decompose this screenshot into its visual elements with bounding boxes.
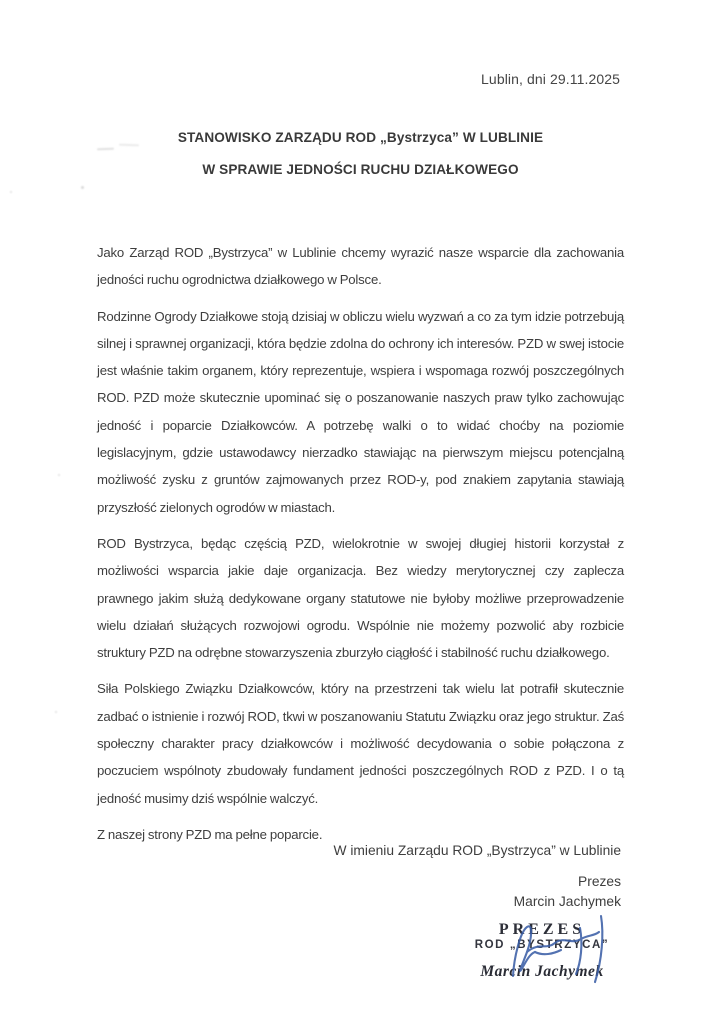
date-line: Lublin, dni 29.11.2025	[481, 71, 620, 87]
closing-block	[333, 843, 621, 912]
paragraph-rod-bystrzyca: ROD Bystrzyca, będąc częścią PZD, wielokrotnie w swojej długiej historii korzystał z możliwości wsparcia jakie daje organizacja. Bez wiedzy merytorycznej czy zaplecza prawnego jakim służą dedykowane organy statutowe nie byłoby możliwe przeprowadzenie wielu działań służących rozwojowi ogrodu. Wspólnie nie możemy pozwolić aby rozbicie struktury PZD na odrębne stowarzyszenia zburzyło ciągłość i stabilność ruchu działkowego.	[97, 535, 624, 661]
closing-on-behalf: W imieniu Zarządu ROD „Bystrzyca” w Lublinie	[333, 843, 621, 858]
doc-title-line-1: STANOWISKO ZARZĄDU ROD „Bystrzyca” W LUBLINIE	[177, 130, 544, 145]
scan-artifact	[55, 711, 57, 713]
scan-artifact	[10, 191, 12, 193]
closing-role: Prezes	[578, 874, 621, 889]
closing-name: Marcin Jachymek	[513, 894, 621, 909]
paragraph-pzd-strength: Siła Polskiego Związku Działkowców, który na przestrzeni tak wielu lat potrafił skutecznie zadbać o istnienie i rozwój ROD, tkwi w poszanowaniu Statutu Związku oraz jego struktur. Zaś społeczny charakter pracy działkowców i możliwość decydowania o sobie połączona z poczuciem wspólnoty zbudowały fundament jedności poszczególnych ROD z PZD. I o tą jedność musimy dziś wspólnie walczyć.	[97, 681, 624, 806]
paragraph-intro: Jako Zarząd ROD „Bystrzyca” w Lublinie chcemy wyrazić nasze wsparcie dla zachowania jedności ruchu ogrodnictwa działkowego w Polsce.	[97, 245, 624, 288]
letter-body	[97, 239, 624, 848]
scan-artifact	[58, 474, 60, 476]
stamp-org-text: ROD „BYSTRZYCA”	[474, 939, 610, 951]
paragraph-support: Z naszej strony PZD ma pełne poparcie.	[97, 826, 323, 842]
paragraph-challenges: Rodzinne Ogrody Działkowe stoją dzisiaj w obliczu wielu wyzwań a co za tym idzie potrzebują silnej i sprawnej organizacji, która będzie zdolna do ochrony ich interesów. PZD w swej istocie jest właśnie takim organem, który reprezentuje, wspiera i wspomaga rozwój poszczególnych ROD. PZD może skutecznie upominać się o poszanowanie naszych praw tylko zachowując jedność i poparcie Działkowców. A potrzebę walki o to widać choćby na poziomie legislacyjnym, gdzie ustawodawcy nierzadko stawiając na pierwszym miejscu potencjalną możliwość zysku z gruntów zajmowanych przez ROD-y, pod znakiem zapytania stawiają przyszłość zielonych ogrodów w miastach.	[97, 308, 624, 515]
official-stamp	[452, 922, 632, 981]
doc-title-line-2: W SPRAWIE JEDNOŚCI RUCHU DZIAŁKOWEGO	[202, 162, 519, 177]
scan-artifact	[81, 186, 84, 189]
stamp-name-text: Marcin Jachymek	[480, 963, 604, 980]
stamp-role-text: PREZES	[498, 921, 586, 938]
document-title	[97, 130, 624, 177]
